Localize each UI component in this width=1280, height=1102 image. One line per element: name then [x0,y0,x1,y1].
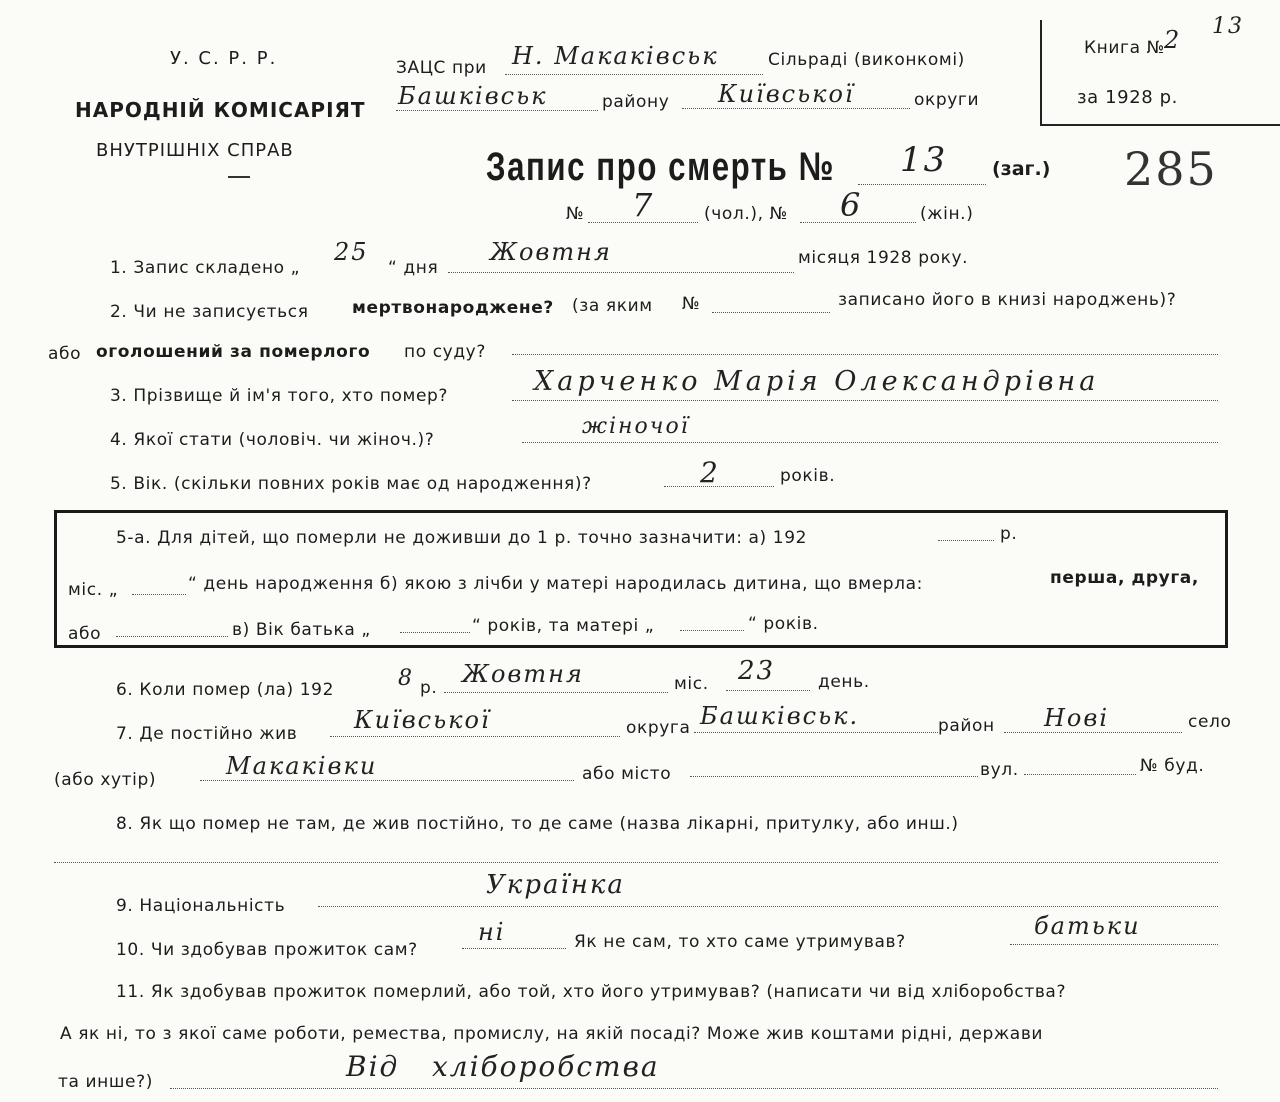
f11-occupation-handwritten: Від хліборобства [346,1050,660,1083]
f5-years: років. [780,466,836,486]
f5a-or: або [68,624,102,644]
council-suffix: Сільраді (виконкомі) [768,50,965,70]
f7-okrug-handwritten: Київської [354,706,491,734]
village-council-line [505,74,763,75]
f6-month-line [444,692,668,693]
f7-village-handwritten: Нові [1044,704,1110,732]
f2-bold-stillborn: мертвонароджене? [352,298,554,318]
book-year: за 1928 р. [1077,87,1179,108]
f11-line1: 11. Як здобував прожиток померлий, або той, хто його утримував? (написати чи від хліборобства? [116,982,1067,1002]
f1-label: 1. Запис складено „ [110,258,301,278]
f2-number-line [712,312,830,313]
f9-label: 9. Національність [116,896,286,916]
f5a-mother-age: “ років, та матері „ [472,616,655,636]
f10-supporter-label: Як не сам, то хто саме утримував? [574,932,906,952]
book-corner-handwritten: 13 [1212,14,1244,39]
f6-year-suffix: р. [420,678,438,698]
f9-nationality-handwritten: Українка [486,870,625,900]
f7-okrug-line [330,736,620,737]
f7-village-line [1004,732,1182,733]
f10-self-handwritten: ні [478,918,506,946]
f5-age-line [664,486,774,487]
f7-village-label: село [1188,712,1232,732]
zags-prefix: ЗАЦС при [396,58,487,78]
f10-supporter-handwritten: батьки [1034,912,1141,940]
f6-label: 6. Коли помер (ла) 192 [116,680,335,700]
ussr-heading: У. С. Р. Р. [170,48,278,69]
f7-house-label: № буд. [1140,756,1205,776]
f5a-line2: “ день народження б) якою з лічби у матері народилась дитина, що вмерла: [188,574,923,594]
record-title: Запис про смерть № [486,145,836,189]
record-number-line [858,184,986,185]
f5a-father-age: в) Вік батька „ [232,620,371,640]
f3-label: 3. Прізвище й ім'я того, хто помер? [110,386,449,406]
f6-day-line [726,690,810,691]
f7-street-label: вул. [980,760,1019,780]
f6-month-label: міс. [674,674,709,694]
female-number-handwritten: 6 [840,186,863,224]
f6-day-label: день. [818,672,870,692]
okrug-label: округи [914,90,980,110]
f5a-line1: 5-а. Для дітей, що померли не доживши до 1 р. точно зазначити: а) 192 [116,528,808,548]
f1-suffix: місяця 1928 року. [798,248,969,268]
f5-label: 5. Вік. (скільки повних років має од народження)? [110,474,592,494]
f2-no: № [682,294,701,314]
district-handwritten: Башківськ [398,82,548,110]
f3-name-line [512,400,1218,401]
f6-year-handwritten: 8 [398,666,414,691]
f4-sex-line [522,442,1218,443]
f7-city-label: або місто [582,764,672,784]
f5a-or-line [116,636,228,637]
f5a-year-line [938,540,994,541]
f10-label: 10. Чи здобував прожиток сам? [116,940,418,960]
f7-khutir-handwritten: Макаківки [226,752,378,780]
f5a-years: “ років. [748,614,819,634]
f2-label: 2. Чи не записується [110,302,309,322]
f8-line [54,862,1218,863]
f11-line [170,1088,1218,1089]
f7-district-handwritten: Башківськ. [700,702,860,730]
f5a-year-suffix: р. [1000,524,1018,544]
f7-district-line [694,732,938,733]
male-number-prefix: № [566,204,585,224]
f6-month-handwritten: Жовтня [462,660,584,688]
f7-khutir-line [200,780,574,781]
f3-name-handwritten: Харченко Марія Олександрівна [534,366,1100,397]
f7-district-label: район [938,716,995,736]
f7-okrug-label: округа [626,718,691,738]
f1-day-handwritten: 25 [334,238,369,266]
male-number-handwritten: 7 [632,186,655,224]
f11-line3: та инше?) [58,1072,153,1092]
f2-which: (за яким [572,296,653,316]
f11-line2: А як ні, то з якої саме роботи, ремества, промислу, на якій посаді? Може жив коштами рідні, держави [60,1024,1044,1044]
okrug-handwritten: Київської [718,80,855,108]
okrug-line [682,108,910,109]
f7-label: 7. Де постійно жив [116,724,298,744]
internal-affairs-heading: ВНУТРІШНІХ СПРАВ [96,140,294,161]
f1-month-line [448,272,794,273]
female-number-line [800,222,916,223]
female-label: (жін.) [920,204,974,224]
book-box [1040,20,1280,126]
f1-day-suffix: “ дня [388,258,439,278]
f5a-month-line [132,594,186,595]
header-divider [228,176,250,178]
record-number-handwritten: 13 [900,140,948,180]
f2-court-line [512,354,1218,355]
village-council-handwritten: Н. Макаківськ [512,42,719,70]
f4-label: 4. Якої стати (чоловіч. чи жіноч.)? [110,430,435,450]
f7-city-line [690,776,978,777]
book-number-handwritten: 2 [1164,26,1182,54]
district-label: району [602,92,670,112]
male-label: (чол.), № [704,204,788,224]
f2-or: або [48,344,82,364]
f10-supporter-line [1010,944,1218,945]
f5a-month-prefix: міс. „ [68,580,119,600]
f4-sex-handwritten: жіночої [582,414,690,439]
f5a-father-line [400,632,470,633]
male-number-line [588,222,698,223]
f7-khutir-label: (або хутір) [54,770,157,790]
f9-line [318,906,1218,907]
book-label: Книга № [1084,38,1165,58]
f1-month-handwritten: Жовтня [490,238,612,266]
total-label: (заг.) [992,158,1051,180]
f2-by-court: по суду? [404,342,486,362]
f10-self-line [462,948,566,949]
commissariat-heading: НАРОДНІЙ КОМІСАРІЯТ [75,98,366,122]
margin-number-handwritten: 285 [1124,142,1218,196]
district-line [396,110,598,111]
f5a-bold-order: перша, друга, [1050,568,1199,588]
f7-street-line [1024,774,1136,775]
f5a-mother-line [680,630,744,631]
f2-bold-declared: оголошений за померлого [96,342,371,362]
f5-age-handwritten: 2 [700,456,720,489]
f8-label: 8. Як що помер не там, де жив постійно, то де саме (назва лікарні, притулку, або инш.) [116,814,959,834]
f2-registered: записано його в книзі народжень)? [838,290,1177,310]
f6-day-handwritten: 23 [738,656,776,686]
